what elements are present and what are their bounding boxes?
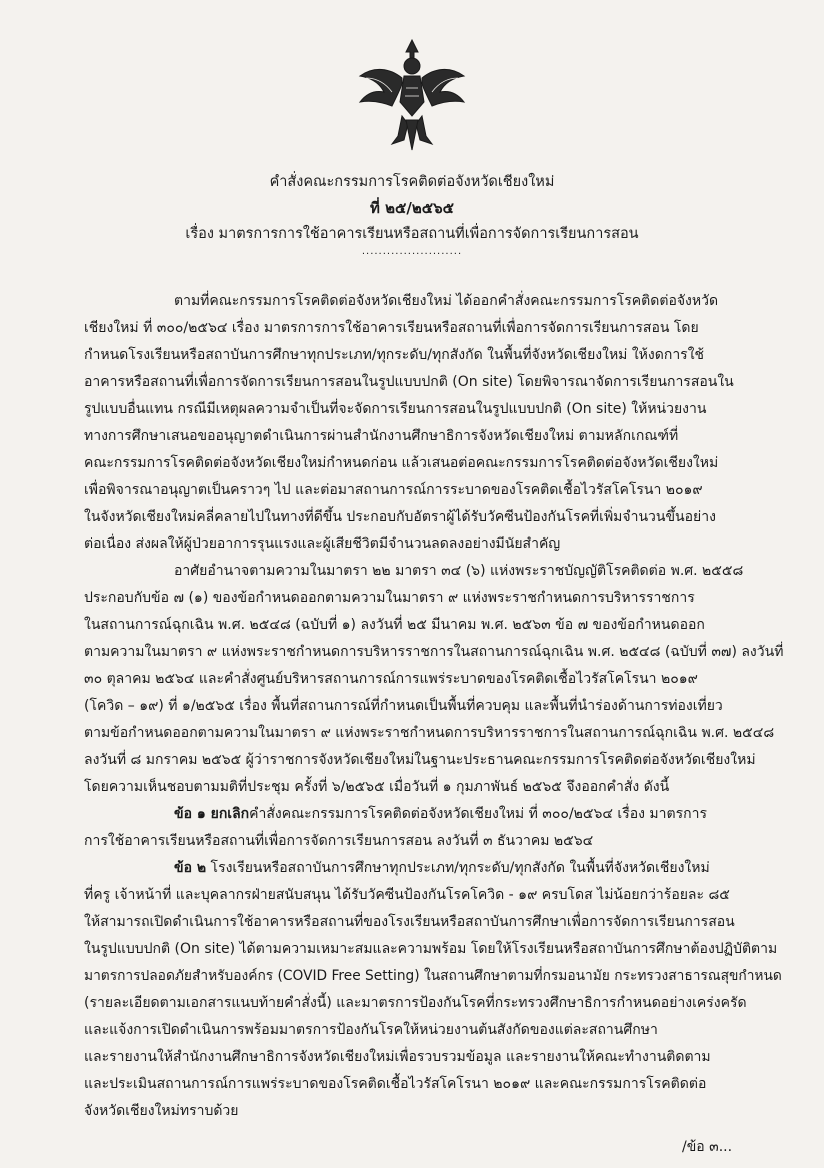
clause-1-label: ข้อ ๑ ยกเลิก [174, 806, 250, 822]
paragraph-line: ที่ครู เจ้าหน้าที่ และบุคลากรฝ่ายสนับสนุน ได้รับวัคซีนป้องกันโรคโควิด - ๑๙ ครบโดส ไม่น้อยกว่าร้อยละ ๘๕ [84, 887, 730, 903]
order-subject: เรื่อง มาตรการการใช้อาคารเรียนหรือสถานที่เพื่อการจัดการเรียนการสอน [185, 226, 639, 242]
paragraph-line: (โควิด – ๑๙) ที่ ๑/๒๕๖๕ เรื่อง พื้นที่สถานการณ์ที่กำหนดเป็นพื้นที่ควบคุม และพื้นที่นำร่องด้านการท่องเที่ยว [84, 698, 723, 714]
paragraph-line: ต่อเนื่อง ส่งผลให้ผู้ป่วยอาการรุนแรงและผู้เสียชีวิตมีจำนวนลดลงอย่างมีนัยสำคัญ [84, 536, 561, 552]
paragraph-line: และรายงานให้สำนักงานศึกษาธิการจังหวัดเชียงใหม่เพื่อรวบรวมข้อมูล และรายงานให้คณะทำงานติดตาม [84, 1049, 711, 1065]
clause-2-label: ข้อ ๒ [174, 860, 207, 876]
paragraph-line: ประกอบกับข้อ ๗ (๑) ของข้อกำหนดออกตามความในมาตรา ๙ แห่งพระราชกำหนดการบริหารราชการ [84, 590, 695, 606]
paragraph-line: รูปแบบอื่นแทน กรณีมีเหตุผลความจำเป็นที่จะจัดการเรียนการสอนในรูปแบบปกติ (On site) ให้หน่วยงาน [84, 401, 707, 417]
order-title: คำสั่งคณะกรรมการโรคติดต่อจังหวัดเชียงใหม่ [269, 174, 555, 190]
paragraph-line: (รายละเอียดตามเอกสารแนบท้ายคำสั่งนี้) และมาตรการป้องกันโรคที่กระทรวงศึกษาธิการกำหนดอย่างเคร่งครัด [84, 995, 747, 1011]
paragraph-line: กำหนดโรงเรียนหรือสถาบันการศึกษาทุกประเภท/ทุกระดับ/ทุกสังกัด ในพื้นที่จังหวัดเชียงใหม่ ให้งดการใช้ [84, 347, 705, 363]
paragraph-line: ในจังหวัดเชียงใหม่คลี่คลายไปในทางที่ดีขึ้น ประกอบกับอัตราผู้ได้รับวัคซีนป้องกันโรคที่เพิ่มจำนวนขึ้นอย่าง [84, 509, 716, 525]
paragraph-line: ทางการศึกษาเสนอขออนุญาตดำเนินการผ่านสำนักงานศึกษาธิการจังหวัดเชียงใหม่ ตามหลักเกณฑ์ที่ [84, 428, 679, 444]
paragraph-line: และประเมินสถานการณ์การแพร่ระบาดของโรคติดเชื้อไวรัสโคโรนา ๒๐๑๙ และคณะกรรมการโรคติดต่อ [84, 1076, 707, 1092]
paragraph-line: ให้สามารถเปิดดำเนินการใช้อาคารหรือสถานที่ของโรงเรียนหรือสถาบันการศึกษาเพื่อการจัดการเรียนการสอน [84, 914, 735, 930]
garuda-emblem-icon [352, 32, 472, 152]
paragraph-line: ตามข้อกำหนดออกตามความในมาตรา ๙ แห่งพระราชกำหนดการบริหารราชการในสถานการณ์ฉุกเฉิน พ.ศ. ๒๕๔๘ [84, 725, 775, 741]
paragraph-line: ตามความในมาตรา ๙ แห่งพระราชกำหนดการบริหารราชการในสถานการณ์ฉุกเฉิน พ.ศ. ๒๕๔๘ (ฉบับที่ ๓๗) ลงวันที่ [84, 644, 784, 660]
paragraph-line: ๓๐ ตุลาคม ๒๕๖๔ และคำสั่งศูนย์บริหารสถานการณ์การแพร่ระบาดของโรคติดเชื้อไวรัสโคโรนา ๒๐๑๙ [84, 671, 698, 687]
paragraph-line: และแจ้งการเปิดดำเนินการพร้อมมาตรการป้องกันโรคให้หน่วยงานต้นสังกัดของแต่ละสถานศึกษา [84, 1022, 658, 1038]
order-number: ที่ ๒๕/๒๕๖๕ [370, 199, 454, 217]
clause-1-text: คำสั่งคณะกรรมการโรคติดต่อจังหวัดเชียงใหม่ ที่ ๓๐๐/๒๕๖๔ เรื่อง มาตรการ [249, 806, 707, 822]
title-divider: ........................ [361, 246, 463, 257]
paragraph-line: อาศัยอำนาจตามความในมาตรา ๒๒ มาตรา ๓๔ (๖) แห่งพระราชบัญญัติโรคติดต่อ พ.ศ. ๒๕๕๘ [174, 563, 744, 579]
paragraph-line: โดยความเห็นชอบตามมติที่ประชุม ครั้งที่ ๖/๒๕๖๕ เมื่อวันที่ ๑ กุมภาพันธ์ ๒๕๖๕ จึงออกคำสั่ง ดังนี้ [84, 779, 670, 795]
clause-2-line [174, 859, 710, 877]
paragraph-line: ในสถานการณ์ฉุกเฉิน พ.ศ. ๒๕๔๘ (ฉบับที่ ๑) ลงวันที่ ๒๕ มีนาคม พ.ศ. ๒๕๖๓ ข้อ ๗ ของข้อกำหนดออก [84, 617, 705, 633]
paragraph-line: คณะกรรมการโรคติดต่อจังหวัดเชียงใหม่กำหนดก่อน แล้วเสนอต่อคณะกรรมการโรคติดต่อจังหวัดเชียงใหม่ [84, 455, 719, 471]
paragraph-line: ตามที่คณะกรรมการโรคติดต่อจังหวัดเชียงใหม่ ได้ออกคำสั่งคณะกรรมการโรคติดต่อจังหวัด [174, 293, 719, 309]
page-continuation: /ข้อ ๓... [682, 1139, 733, 1155]
clause-1-line [174, 805, 707, 823]
paragraph-line: ในรูปแบบปกติ (On site) ได้ตามความเหมาะสมและความพร้อม โดยให้โรงเรียนหรือสถาบันการศึกษาต้องปฏิบัติตาม [84, 941, 778, 957]
paragraph-line: มาตรการปลอดภัยสำหรับองค์กร (COVID Free Setting) ในสถานศึกษาตามที่กรมอนามัย กระทรวงสาธารณสุขกำหนด [84, 968, 782, 984]
paragraph-line: เชียงใหม่ ที่ ๓๐๐/๒๕๖๔ เรื่อง มาตรการการใช้อาคารเรียนหรือสถานที่เพื่อการจัดการเรียนการสอน โดย [84, 320, 699, 336]
paragraph-line: เพื่อพิจารณาอนุญาตเป็นคราวๆ ไป และต่อมาสถานการณ์การระบาดของโรคติดเชื้อไวรัสโคโรนา ๒๐๑๙ [84, 482, 703, 498]
paragraph-line: การใช้อาคารเรียนหรือสถานที่เพื่อการจัดการเรียนการสอน ลงวันที่ ๓ ธันวาคม ๒๕๖๔ [84, 833, 594, 849]
paragraph-line: อาคารหรือสถานที่เพื่อการจัดการเรียนการสอนในรูปแบบปกติ (On site) โดยพิจารณาจัดการเรียนการสอนใน [84, 374, 734, 390]
clause-2-text: โรงเรียนหรือสถาบันการศึกษาทุกประเภท/ทุกระดับ/ทุกสังกัด ในพื้นที่จังหวัดเชียงใหม่ [206, 860, 710, 876]
paragraph-line: จังหวัดเชียงใหม่ทราบด้วย [84, 1103, 239, 1119]
paragraph-line: ลงวันที่ ๘ มกราคม ๒๕๖๕ ผู้ว่าราชการจังหวัดเชียงใหม่ในฐานะประธานคณะกรรมการโรคติดต่อจังหวัดเชียงใหม่ [84, 752, 756, 768]
